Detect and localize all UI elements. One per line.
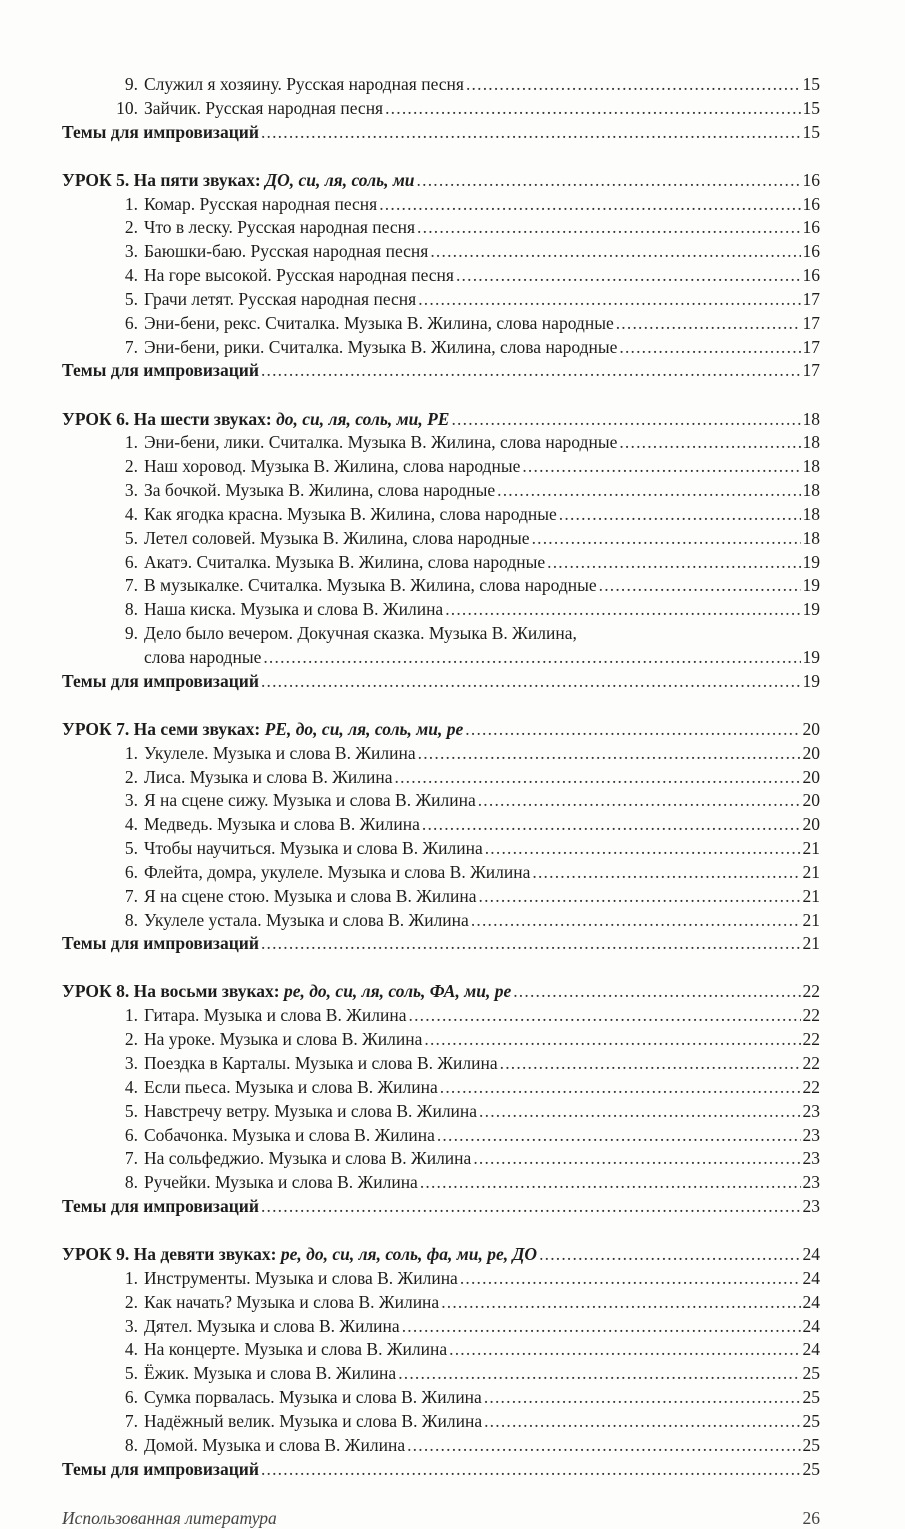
item-page: 19 [802,599,820,620]
toc-item [62,264,820,288]
item-title: Если пьеса. Музыка и слова В. Жилина [144,1076,438,1097]
item-title: Домой. Музыка и слова В. Жилина [144,1434,406,1455]
item-page: 21 [802,861,820,882]
themes-entry [62,670,820,694]
lesson-heading [62,980,820,1004]
item-title: Зайчик. Русская народная песня [144,97,384,118]
item-page: 22 [802,1005,820,1026]
item-page: 20 [802,790,820,811]
item-title-continuation: слова народные [144,646,262,667]
item-number: 6. [124,861,138,882]
item-page: 18 [802,480,820,501]
section-gap [62,145,820,169]
item-number: 6. [124,312,138,333]
leader-dots [420,1171,801,1195]
lesson-title [62,1243,537,1267]
item-number: 3. [124,1315,138,1336]
item-page: 24 [802,1315,820,1336]
toc-item [62,1100,820,1124]
leader-dots [385,97,800,121]
item-page: 17 [802,312,820,333]
leader-dots [460,1267,801,1291]
item-page: 23 [802,1172,820,1193]
leader-dots [479,1100,800,1124]
item-title: Дело было вечером. Докучная сказка. Музыка В. Жилина, [144,623,577,644]
item-title: Эни-бени, рики. Считалка. Музыка В. Жилина, слова народные [144,336,618,357]
item-number: 4. [124,503,138,524]
item-number: 5. [124,288,138,309]
lesson-label: УРОК 6. [62,408,130,429]
leader-dots [407,1434,800,1458]
item-title: Летел соловей. Музыка В. Жилина, слова народные [144,527,530,548]
toc-item [62,527,820,551]
item-number: 5. [124,1100,138,1121]
item-title: Акатэ. Считалка. Музыка В. Жилина, слова народные [144,551,546,572]
item-page: 25 [802,1434,820,1455]
lesson-title [62,169,415,193]
toc-item [62,1338,820,1362]
item-title: Что в леску. Русская народная песня [144,217,416,238]
item-page: 25 [802,1363,820,1384]
item-title: На сольфеджио. Музыка и слова В. Жилина [144,1148,472,1169]
lesson-page: 18 [802,408,820,429]
leader-dots [441,1291,800,1315]
item-page: 24 [802,1267,820,1288]
toc-item [62,431,820,455]
leader-dots [485,837,801,861]
leader-dots [539,1243,800,1267]
item-number: 2. [124,766,138,787]
themes-label: Темы для импровизаций [62,360,259,381]
item-title: Лиса. Музыка и слова В. Жилина [144,766,393,787]
toc-item [62,1076,820,1100]
footer-title: Использованная литература [62,1508,277,1528]
themes-entry [62,1458,820,1482]
item-title: Надёжный велик. Музыка и слова В. Жилина [144,1410,483,1431]
leader-dots [417,169,801,193]
item-page: 21 [802,909,820,930]
themes-entry [62,121,820,145]
item-number: 6. [124,1124,138,1145]
leader-dots [437,1124,801,1148]
item-number: 10. [116,97,138,118]
leader-dots [500,1052,801,1076]
leader-dots [261,121,801,145]
leader-dots [261,359,801,383]
item-title: Ёжик. Музыка и слова В. Жилина [144,1363,397,1384]
item-number: 2. [124,217,138,238]
leader-dots [261,1458,801,1482]
leader-dots [261,1195,801,1219]
toc-item [62,1362,820,1386]
item-title: Эни-бени, лики. Считалка. Музыка В. Жилина, слова народные [144,432,618,453]
toc-item [62,97,820,121]
item-page: 23 [802,1148,820,1169]
leader-dots [478,789,801,813]
item-title: Наша киска. Музыка и слова В. Жилина [144,599,444,620]
lesson-text: На семи звуках: [133,718,261,739]
toc-item [62,1434,820,1458]
item-title: На уроке. Музыка и слова В. Жилина [144,1029,423,1050]
leader-dots [440,1076,801,1100]
item-number: 4. [124,814,138,835]
item-number: 1. [124,742,138,763]
leader-dots [424,1028,800,1052]
leader-dots [599,574,801,598]
item-title: Поездка в Карталы. Музыка и слова В. Жилина [144,1052,498,1073]
toc-item [62,1291,820,1315]
item-number: 7. [124,1148,138,1169]
toc-item [62,1028,820,1052]
item-title: Укулеле. Музыка и слова В. Жилина [144,742,416,763]
leader-dots [466,73,801,97]
toc-item [62,813,820,837]
item-title: Медведь. Музыка и слова В. Жилина [144,814,420,835]
toc-item-continuation [62,646,820,670]
leader-dots [422,813,801,837]
leader-dots [616,312,801,336]
lesson-title [62,408,449,432]
section-gap [62,956,820,980]
toc-item [62,1386,820,1410]
item-number: 1. [124,1005,138,1026]
item-page: 16 [802,217,820,238]
toc-item [62,742,820,766]
leader-dots [522,455,800,479]
item-page: 18 [802,527,820,548]
item-number: 2. [124,1029,138,1050]
item-number: 4. [124,1076,138,1097]
lesson-text: На шести звуках: [133,408,272,429]
lesson-page: 24 [802,1244,820,1265]
item-title: На концерте. Музыка и слова В. Жилина [144,1339,448,1360]
leader-dots [465,718,800,742]
item-number: 5. [124,838,138,859]
item-title: Гитара. Музыка и слова В. Жилина [144,1005,407,1026]
item-number: 8. [124,599,138,620]
toc-item [62,336,820,360]
toc-item [62,503,820,527]
lesson-notes: ДО, си, ля, соль, ми [265,169,415,190]
item-title: Сумка порвалась. Музыка и слова В. Жилина [144,1387,482,1408]
themes-page: 21 [802,933,820,954]
item-title: Эни-бени, рекс. Считалка. Музыка В. Жилина, слова народные [144,312,614,333]
item-number: 3. [124,241,138,262]
themes-label: Темы для импровизаций [62,1196,259,1217]
item-number: 8. [124,1172,138,1193]
leader-dots [532,861,800,885]
item-page: 20 [802,766,820,787]
item-page: 20 [802,814,820,835]
item-title: Комар. Русская народная песня [144,193,378,214]
toc-item [62,1267,820,1291]
leader-dots [532,527,801,551]
lesson-page: 20 [802,718,820,739]
item-title: Инструменты. Музыка и слова В. Жилина [144,1267,458,1288]
item-number: 7. [124,336,138,357]
lesson-page: 16 [802,169,820,190]
toc-item [62,766,820,790]
lesson-label: УРОК 5. [62,169,130,190]
item-page: 18 [802,432,820,453]
leader-dots [379,193,800,217]
footer-page: 26 [802,1508,820,1528]
themes-label: Темы для импровизаций [62,121,259,142]
leader-dots [451,408,800,432]
leader-dots [395,766,801,790]
leader-dots [619,336,800,360]
item-page: 18 [802,456,820,477]
item-page: 17 [802,336,820,357]
item-page: 23 [802,1100,820,1121]
item-page: 22 [802,1076,820,1097]
toc-item [62,789,820,813]
item-number: 2. [124,1291,138,1312]
toc-item [62,1052,820,1076]
item-number: 1. [124,193,138,214]
leader-dots [497,479,800,503]
toc-item [62,193,820,217]
leader-dots [619,431,800,455]
lesson-text: На девяти звуках: [133,1244,277,1265]
item-number: 8. [124,1434,138,1455]
toc-item [62,598,820,622]
toc-item [62,622,820,646]
item-title: В музыкалке. Считалка. Музыка В. Жилина, слова народные [144,575,597,596]
item-title: Я на сцене сижу. Музыка и слова В. Жилина [144,790,476,811]
lesson-heading [62,718,820,742]
leader-dots [418,288,800,312]
item-number: 1. [124,432,138,453]
toc-item [62,885,820,909]
item-title: Как ягодка красна. Музыка В. Жилина, слова народные [144,503,557,524]
item-page: 24 [802,1291,820,1312]
toc-item [62,551,820,575]
toc-item [62,1004,820,1028]
toc-item [62,1147,820,1171]
item-title: На горе высокой. Русская народная песня [144,265,454,286]
toc-item [62,73,820,97]
lesson-notes: ре, до, си, ля, соль, фа, ми, ре, ДО [280,1244,538,1265]
item-number: 5. [124,1363,138,1384]
item-number: 3. [124,790,138,811]
item-title: Флейта, домра, укулеле. Музыка и слова В. Жилина [144,861,531,882]
item-title: Служил я хозяину. Русская народная песня [144,74,464,94]
item-page: 15 [802,97,820,118]
lesson-label: УРОК 9. [62,1244,130,1265]
item-page: 18 [802,503,820,524]
item-number: 5. [124,527,138,548]
lesson-text: На восьми звуках: [133,981,280,1002]
item-number: 1. [124,1267,138,1288]
item-number: 7. [124,1410,138,1431]
toc-item [62,1171,820,1195]
toc-item [62,288,820,312]
item-page: 19 [802,646,820,667]
item-number: 9. [124,623,138,644]
item-title: Я на сцене стою. Музыка и слова В. Жилина [144,885,477,906]
lesson-notes: ре, до, си, ля, соль, ФА, ми, ре [283,981,512,1002]
item-page: 24 [802,1339,820,1360]
item-page: 25 [802,1410,820,1431]
section-gap [62,383,820,407]
lesson-title [62,980,511,1004]
section-gap [62,1219,820,1243]
themes-page: 25 [802,1458,820,1479]
item-number: 3. [124,480,138,501]
themes-page: 19 [802,670,820,691]
item-page: 23 [802,1124,820,1145]
item-number: 6. [124,1387,138,1408]
item-number: 9. [124,74,138,94]
leader-dots [398,1362,800,1386]
item-number: 7. [124,885,138,906]
themes-entry [62,932,820,956]
item-title: За бочкой. Музыка В. Жилина, слова народные [144,480,496,501]
item-page: 16 [802,193,820,214]
toc-item [62,479,820,503]
item-title: Собачонка. Музыка и слова В. Жилина [144,1124,435,1145]
leader-dots [430,240,800,264]
item-number: 6. [124,551,138,572]
lesson-text: На пяти звуках: [133,169,261,190]
leader-dots [559,503,801,527]
toc-item [62,1315,820,1339]
item-page: 20 [802,742,820,763]
themes-page: 17 [802,360,820,381]
toc-item [62,1410,820,1434]
toc-item [62,240,820,264]
item-page: 21 [802,885,820,906]
item-title: Грачи летят. Русская народная песня [144,288,417,309]
leader-dots [473,1147,800,1171]
item-number: 3. [124,1052,138,1073]
item-title: Ручейки. Музыка и слова В. Жилина [144,1172,418,1193]
item-page: 17 [802,288,820,309]
leader-dots [263,646,800,670]
toc-item [62,1124,820,1148]
item-title: Баюшки-баю. Русская народная песня [144,241,429,262]
lesson-notes: до, си, ля, соль, ми, РЕ [276,408,450,429]
themes-page: 23 [802,1196,820,1217]
item-page: 21 [802,838,820,859]
themes-entry [62,1195,820,1219]
toc-item [62,909,820,933]
lesson-notes: РЕ, до, си, ля, соль, ми, ре [264,718,464,739]
section-gap [62,694,820,718]
leader-dots [445,598,800,622]
themes-label: Темы для импровизаций [62,933,259,954]
lesson-page: 22 [802,981,820,1002]
leader-dots [449,1338,800,1362]
toc-item [62,312,820,336]
item-number: 8. [124,909,138,930]
leader-dots [418,742,801,766]
item-page: 19 [802,575,820,596]
lesson-heading [62,408,820,432]
lesson-heading [62,169,820,193]
leader-dots [484,1386,801,1410]
themes-label: Темы для импровизаций [62,670,259,691]
leader-dots [402,1315,801,1339]
item-number: 4. [124,1339,138,1360]
item-title: Наш хоровод. Музыка В. Жилина, слова народные [144,456,521,477]
leader-dots [479,885,801,909]
item-page: 22 [802,1029,820,1050]
lesson-label: УРОК 7. [62,718,130,739]
leader-dots [409,1004,801,1028]
toc-item [62,455,820,479]
item-title: Укулеле устала. Музыка и слова В. Жилина [144,909,469,930]
item-page: 25 [802,1387,820,1408]
item-number: 7. [124,575,138,596]
leader-dots [484,1410,800,1434]
themes-entry [62,359,820,383]
lesson-title [62,718,463,742]
item-page: 19 [802,551,820,572]
item-page: 15 [802,74,820,94]
lesson-heading [62,1243,820,1267]
leader-dots [513,980,800,1004]
toc-item [62,574,820,598]
leader-dots [261,670,801,694]
themes-label: Темы для импровизаций [62,1458,259,1479]
toc-item [62,216,820,240]
leader-dots [417,216,800,240]
item-title: Чтобы научиться. Музыка и слова В. Жилина [144,838,483,859]
item-number: 2. [124,456,138,477]
lesson-label: УРОК 8. [62,981,130,1002]
toc-item [62,837,820,861]
leader-dots [471,909,801,933]
item-page: 16 [802,265,820,286]
leader-dots [261,932,801,956]
item-page: 16 [802,241,820,262]
leader-dots [547,551,800,575]
table-of-contents [62,73,820,1482]
item-title: Как начать? Музыка и слова В. Жилина [144,1291,440,1312]
item-title: Навстречу ветру. Музыка и слова В. Жилина [144,1100,478,1121]
leader-dots [456,264,801,288]
themes-page: 15 [802,121,820,142]
item-number: 4. [124,265,138,286]
item-page: 22 [802,1052,820,1073]
toc-item [62,861,820,885]
item-title: Дятел. Музыка и слова В. Жилина [144,1315,400,1336]
footer-entry [62,1508,820,1529]
